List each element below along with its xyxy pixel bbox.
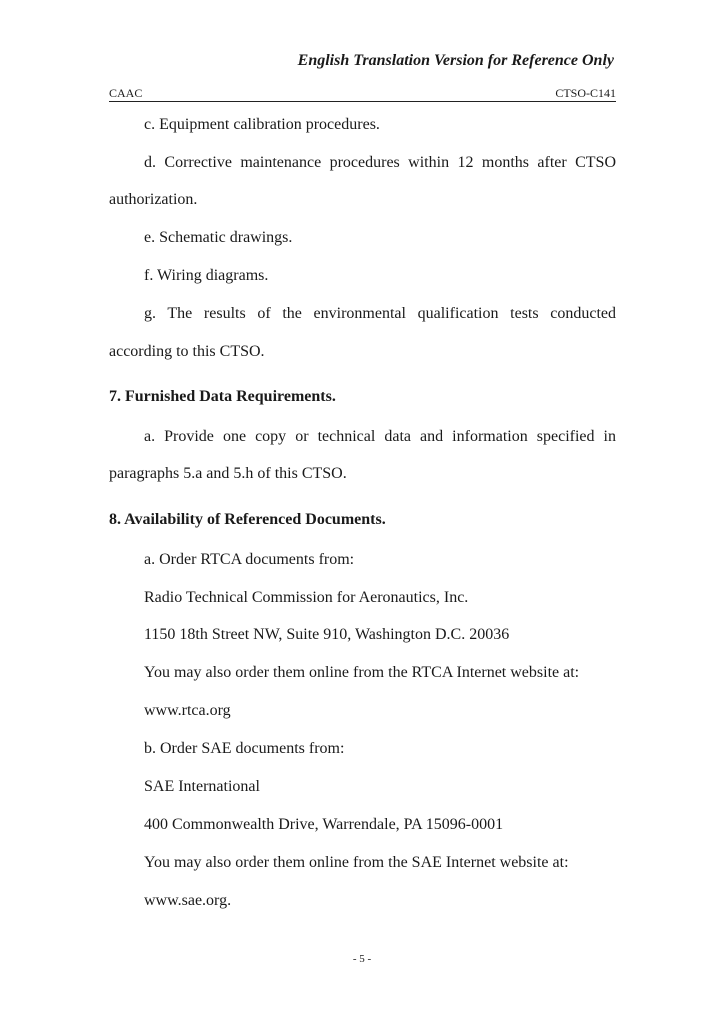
sae-name: SAE International bbox=[144, 778, 260, 795]
rtca-url: www.rtca.org bbox=[144, 702, 231, 719]
header-left-label: CAAC bbox=[109, 86, 143, 100]
header-right-label: CTSO-C141 bbox=[555, 86, 616, 100]
section8-heading: 8. Availability of Referenced Documents. bbox=[109, 511, 386, 528]
header-meta bbox=[109, 86, 616, 102]
section7-a-line2: paragraphs 5.a and 5.h of this CTSO. bbox=[109, 465, 347, 482]
sae-address: 400 Commonwealth Drive, Warrendale, PA 15096-0001 bbox=[144, 816, 504, 833]
rtca-online: You may also order them online from the RTCA Internet website at: bbox=[144, 664, 580, 681]
page-number: - 5 - bbox=[352, 953, 372, 965]
item-e: e. Schematic drawings. bbox=[144, 229, 293, 246]
item-g-line2: according to this CTSO. bbox=[109, 343, 265, 360]
rtca-address: 1150 18th Street NW, Suite 910, Washington D.C. 20036 bbox=[144, 626, 510, 643]
section8-b: b. Order SAE documents from: bbox=[144, 740, 345, 757]
item-d-line2: authorization. bbox=[109, 191, 198, 208]
item-g-line1: g. The results of the environmental qualification tests conducted bbox=[144, 305, 616, 322]
rtca-name: Radio Technical Commission for Aeronautics, Inc. bbox=[144, 589, 469, 606]
sae-url: www.sae.org. bbox=[144, 892, 232, 909]
header-title: English Translation Version for Reference Only bbox=[297, 52, 614, 69]
sae-online: You may also order them online from the SAE Internet website at: bbox=[144, 854, 569, 871]
item-f: f. Wiring diagrams. bbox=[144, 267, 269, 284]
section7-heading: 7. Furnished Data Requirements. bbox=[109, 388, 336, 405]
section7-a-line1: a. Provide one copy or technical data and information specified in bbox=[144, 428, 616, 445]
item-d-line1: d. Corrective maintenance procedures within 12 months after CTSO bbox=[144, 154, 616, 171]
section8-a: a. Order RTCA documents from: bbox=[144, 551, 355, 568]
item-c: c. Equipment calibration procedures. bbox=[144, 116, 380, 133]
